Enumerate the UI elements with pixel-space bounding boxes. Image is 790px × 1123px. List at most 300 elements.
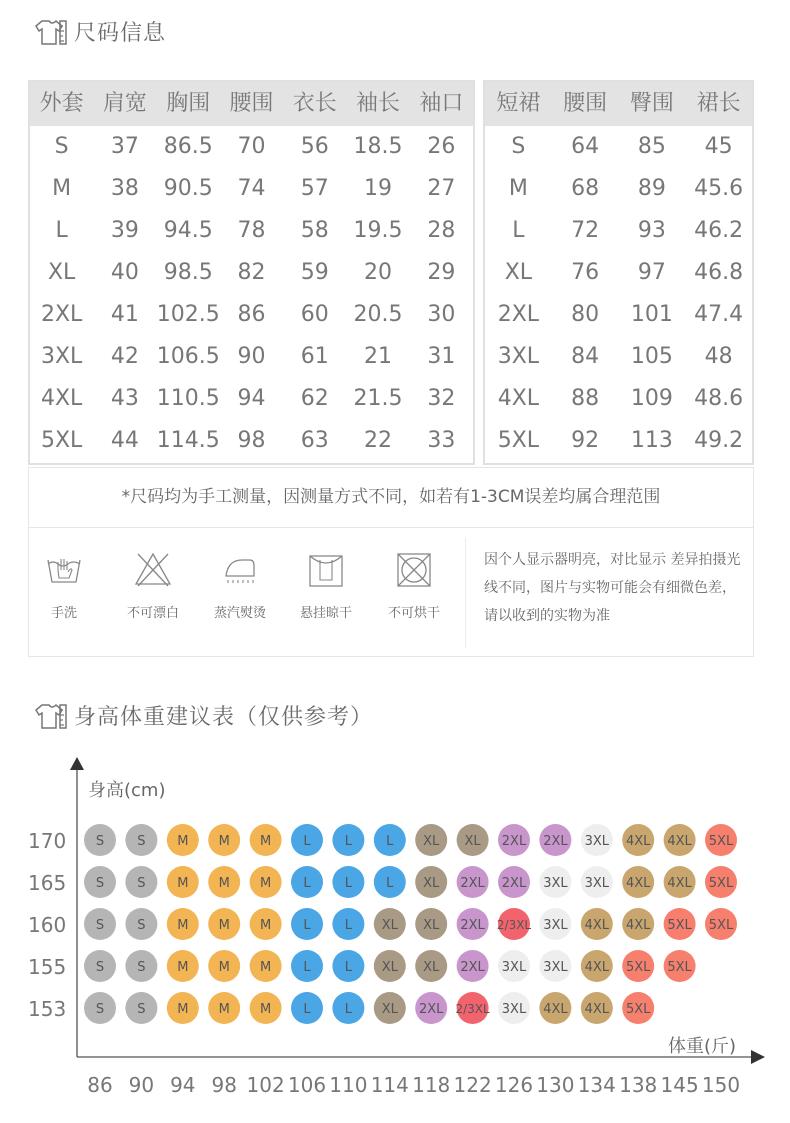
- size-dot-label: 4XL: [584, 918, 610, 933]
- care-item-hang-dry: [281, 550, 371, 621]
- y-tick-label: 153: [28, 997, 67, 1021]
- size-dot-label: 3XL: [584, 834, 610, 849]
- jacket-cell: 19.5: [353, 218, 403, 243]
- size-dot-label: L: [386, 876, 394, 891]
- size-dot: [208, 908, 240, 940]
- jacket-cell: 102.5: [156, 302, 220, 327]
- jacket-cell: 37: [110, 134, 139, 159]
- size-dot: [498, 824, 530, 856]
- size-dot-label: L: [344, 834, 353, 849]
- skirt-cell: 45.6: [694, 176, 744, 201]
- size-dot: [374, 950, 406, 982]
- skirt-cell: 4XL: [497, 386, 540, 411]
- size-dot-label: 5XL: [708, 834, 734, 849]
- jacket-cell: 62: [300, 386, 329, 411]
- jacket-cell: 3XL: [40, 344, 83, 369]
- skirt-cell: 2XL: [497, 302, 540, 327]
- size-dot: [664, 908, 696, 940]
- jacket-cell: 106.5: [156, 344, 220, 369]
- skirt-cell: 3XL: [497, 344, 540, 369]
- size-dot: [664, 950, 696, 982]
- size-dot-label: S: [95, 834, 105, 849]
- size-dot: [291, 908, 323, 940]
- jacket-row: [30, 252, 473, 294]
- no-bleach-icon: [133, 550, 173, 590]
- skirt-cell: S: [511, 134, 526, 159]
- jacket-cell: 28: [427, 218, 456, 243]
- skirt-table-body: [485, 126, 752, 462]
- size-dot: [84, 950, 116, 982]
- size-dot: [539, 908, 571, 940]
- size-dot-label: L: [303, 1002, 311, 1017]
- size-dot-label: 2XL: [543, 834, 568, 849]
- skirt-cell: M: [508, 176, 528, 201]
- size-dot-label: XL: [381, 918, 398, 933]
- size-dot-label: 2/3XL: [455, 1002, 490, 1016]
- size-dot: [291, 992, 323, 1024]
- size-dot-label: 2XL: [418, 1002, 444, 1017]
- size-info-title: [34, 16, 166, 47]
- skirt-row: [485, 336, 752, 378]
- skirt-cell: 105: [630, 344, 673, 369]
- size-dot: [622, 992, 654, 1024]
- size-dot-label: 5XL: [708, 918, 734, 933]
- y-tick-label: 155: [28, 955, 67, 979]
- size-dot: [455, 992, 490, 1024]
- jacket-header-cell: 肩宽: [102, 91, 147, 116]
- size-dot-label: XL: [423, 918, 440, 933]
- size-dot-label: 2XL: [501, 876, 527, 891]
- size-dot-label: XL: [423, 960, 440, 975]
- size-dot-label: M: [218, 834, 230, 849]
- size-dot-label: S: [137, 834, 146, 849]
- jacket-cell: 60: [300, 302, 329, 327]
- jacket-cell: 114.5: [156, 428, 220, 453]
- size-dot-label: M: [259, 960, 272, 975]
- jacket-header-cell: 袖长: [356, 91, 401, 116]
- jacket-cell: 21: [364, 344, 393, 369]
- jacket-cell: 2XL: [40, 302, 83, 327]
- size-dot: [581, 824, 613, 856]
- jacket-cell: 86.5: [163, 134, 213, 159]
- size-dot: [622, 908, 654, 940]
- jacket-cell: 70: [237, 134, 266, 159]
- jacket-header-cell: 胸围: [166, 91, 211, 116]
- skirt-cell: 47.4: [694, 302, 744, 327]
- height-weight-chart: [0, 750, 790, 1123]
- jacket-cell: 63: [300, 428, 329, 453]
- jacket-cell: 31: [427, 344, 456, 369]
- size-dot: [332, 992, 364, 1024]
- size-dot: [581, 908, 613, 940]
- size-dot-label: L: [344, 960, 353, 975]
- skirt-header-cell: 臀围: [629, 91, 674, 116]
- jacket-cell: 26: [427, 134, 456, 159]
- jacket-cell: M: [52, 176, 72, 201]
- y-axis-label: 身高(cm): [88, 780, 166, 801]
- y-tick-label: 165: [28, 871, 67, 895]
- skirt-cell: 76: [571, 260, 600, 285]
- care-label-no-bleach: 不可漂白: [126, 606, 179, 621]
- size-dot: [84, 824, 116, 856]
- skirt-cell: 49.2: [694, 428, 744, 453]
- size-dot: [167, 866, 199, 898]
- recommend-title: [34, 700, 373, 731]
- size-dot: [374, 824, 406, 856]
- size-dot: [457, 950, 489, 982]
- size-dot-label: 2/3XL: [496, 918, 532, 932]
- jacket-row: [30, 168, 473, 210]
- size-dot: [125, 992, 157, 1024]
- size-dot: [374, 866, 406, 898]
- skirt-header-cell: 短裙: [496, 91, 541, 116]
- size-dot-label: L: [344, 1002, 353, 1017]
- size-dot-label: 5XL: [708, 876, 734, 891]
- size-dot-label: M: [259, 1002, 272, 1017]
- size-dot: [581, 950, 613, 982]
- jacket-cell: 59: [300, 260, 329, 285]
- jacket-cell: 32: [427, 386, 456, 411]
- care-item-hand-wash: [19, 550, 109, 621]
- jacket-cell: 27: [427, 176, 456, 201]
- size-dot-label: L: [303, 876, 311, 891]
- skirt-cell: 72: [571, 218, 600, 243]
- size-dot: [332, 866, 364, 898]
- size-dot: [250, 908, 282, 940]
- skirt-cell: 89: [637, 176, 666, 201]
- skirt-cell: 48: [704, 344, 733, 369]
- jacket-cell: 74: [237, 176, 266, 201]
- skirt-row: [485, 378, 752, 420]
- size-dot: [250, 866, 282, 898]
- size-dot-label: 5XL: [667, 918, 692, 933]
- skirt-cell: 88: [571, 386, 600, 411]
- size-dot-label: 5XL: [625, 960, 651, 975]
- size-dot: [581, 866, 613, 898]
- size-dot: [415, 866, 447, 898]
- size-dot: [539, 866, 571, 898]
- size-dot: [539, 950, 571, 982]
- size-dot: [539, 824, 571, 856]
- skirt-cell: 48.6: [694, 386, 744, 411]
- size-dot-label: M: [177, 960, 189, 975]
- size-dot-label: 4XL: [667, 834, 692, 849]
- jacket-cell: S: [54, 134, 69, 159]
- jacket-cell: 39: [110, 218, 139, 243]
- size-dot-label: S: [95, 960, 105, 975]
- size-info-title-text: 尺码信息: [74, 21, 167, 46]
- jacket-cell: 90.5: [163, 176, 213, 201]
- size-dot: [415, 950, 447, 982]
- x-tick-label: 126: [494, 1073, 534, 1097]
- jacket-cell: 44: [110, 428, 139, 453]
- skirt-cell: 85: [637, 134, 666, 159]
- size-dot: [581, 992, 613, 1024]
- x-tick-label: 102: [246, 1073, 285, 1097]
- care-divider: [465, 538, 466, 648]
- skirt-cell: 46.8: [694, 260, 744, 285]
- no-tumble-dry-icon: [394, 550, 434, 590]
- size-dot: [125, 950, 157, 982]
- jacket-cell: 98.5: [163, 260, 213, 285]
- steam-iron-icon: [220, 550, 260, 590]
- size-dot-label: 3XL: [543, 918, 568, 933]
- skirt-cell: 80: [571, 302, 600, 327]
- size-dot-label: S: [137, 918, 146, 933]
- size-dot-label: 4XL: [625, 918, 651, 933]
- jacket-cell: 94: [237, 386, 266, 411]
- skirt-cell: 113: [630, 428, 673, 453]
- size-dot: [250, 950, 282, 982]
- size-dot-label: L: [344, 918, 353, 933]
- size-dot: [125, 908, 157, 940]
- size-dot-label: L: [303, 918, 311, 933]
- jacket-header-cell: 外套: [39, 91, 84, 116]
- size-dot-label: XL: [381, 960, 398, 975]
- size-dot-label: S: [95, 876, 105, 891]
- size-dot: [705, 824, 737, 856]
- jacket-cell: 41: [110, 302, 139, 327]
- size-dot: [498, 992, 530, 1024]
- size-dot: [250, 824, 282, 856]
- care-label-steam-iron: 蒸汽熨烫: [213, 606, 266, 621]
- size-dot-label: XL: [381, 1002, 398, 1017]
- size-dot: [291, 950, 323, 982]
- jacket-header-cell: 衣长: [292, 91, 337, 116]
- x-tick-label: 138: [619, 1073, 658, 1097]
- care-item-steam-iron: [195, 550, 285, 621]
- size-dot-label: M: [218, 960, 230, 975]
- jacket-cell: 98: [237, 428, 266, 453]
- size-dot-label: 4XL: [584, 960, 610, 975]
- skirt-cell: 64: [571, 134, 600, 159]
- size-dot-label: 2XL: [460, 960, 485, 975]
- size-dot: [167, 992, 199, 1024]
- skirt-cell: 68: [571, 176, 600, 201]
- x-tick-label: 98: [211, 1073, 237, 1097]
- skirt-row: [485, 126, 752, 168]
- size-dot: [622, 866, 654, 898]
- x-tick-label: 110: [329, 1073, 368, 1097]
- x-tick-label: 150: [701, 1073, 741, 1097]
- x-tick-label: 114: [370, 1073, 409, 1097]
- size-dot-label: S: [95, 918, 105, 933]
- size-dot: [622, 824, 654, 856]
- size-dot: [250, 992, 282, 1024]
- x-tick-label: 122: [453, 1073, 492, 1097]
- size-dot: [332, 950, 364, 982]
- size-dot: [457, 824, 489, 856]
- size-dot-label: M: [177, 834, 189, 849]
- x-tick-label: 94: [170, 1073, 196, 1097]
- size-dot-label: 3XL: [584, 876, 610, 891]
- x-axis-arrow-icon: [751, 1050, 765, 1064]
- size-dot: [208, 950, 240, 982]
- x-tick-label: 145: [660, 1073, 699, 1097]
- skirt-cell: 109: [630, 386, 673, 411]
- size-dot: [457, 908, 489, 940]
- size-dot: [457, 866, 489, 898]
- size-dot: [374, 908, 406, 940]
- size-dot-label: 5XL: [625, 1002, 651, 1017]
- size-dot: [167, 950, 199, 982]
- size-dot: [664, 866, 696, 898]
- size-dot-label: 4XL: [625, 876, 651, 891]
- jacket-header-cell: 腰围: [229, 91, 274, 116]
- size-dot-label: M: [259, 876, 272, 891]
- size-dot-label: L: [386, 834, 394, 849]
- skirt-header-cell: 裙长: [696, 91, 741, 116]
- x-tick-label: 134: [577, 1073, 616, 1097]
- jacket-cell: 38: [110, 176, 139, 201]
- jacket-cell: 22: [364, 428, 393, 453]
- size-dot-label: M: [177, 1002, 189, 1017]
- jacket-row: [30, 126, 473, 168]
- size-dot: [208, 992, 240, 1024]
- jacket-cell: 20.5: [353, 302, 403, 327]
- jacket-header-cell: 袖口: [419, 91, 464, 116]
- skirt-header-cell: 腰围: [563, 91, 608, 116]
- size-dot-label: 4XL: [584, 1002, 610, 1017]
- jacket-cell: 5XL: [40, 428, 83, 453]
- size-dot: [208, 866, 240, 898]
- size-dot-label: 4XL: [543, 1002, 568, 1017]
- skirt-cell: 5XL: [497, 428, 540, 453]
- jacket-row: [30, 378, 473, 420]
- size-dot-label: S: [137, 1002, 146, 1017]
- color-difference-note: 因个人显示器明亮，对比显示 差异拍摄光线不同，图片与实物可能会有细微色差，请以收到的实物为准: [484, 552, 741, 624]
- skirt-row: [485, 210, 752, 252]
- size-dot: [705, 866, 737, 898]
- size-dot-label: M: [218, 918, 230, 933]
- hand-wash-icon: [44, 550, 84, 590]
- size-dot-label: 2XL: [501, 834, 527, 849]
- jacket-cell: 40: [110, 260, 139, 285]
- skirt-row: [485, 294, 752, 336]
- skirt-cell: 84: [571, 344, 600, 369]
- jacket-cell: 61: [300, 344, 329, 369]
- size-dot: [291, 824, 323, 856]
- jacket-cell: 29: [427, 260, 456, 285]
- size-dot-label: M: [259, 918, 272, 933]
- care-instructions: [28, 527, 754, 657]
- jacket-cell: L: [55, 218, 68, 243]
- jacket-cell: 19: [364, 176, 393, 201]
- size-dot: [84, 992, 116, 1024]
- jacket-cell: 58: [300, 218, 329, 243]
- size-dot-label: XL: [423, 876, 440, 891]
- size-dot: [332, 824, 364, 856]
- jacket-cell: 110.5: [156, 386, 220, 411]
- jacket-cell: 30: [427, 302, 456, 327]
- size-dot: [539, 992, 571, 1024]
- x-tick-label: 106: [287, 1073, 327, 1097]
- x-tick-label: 130: [536, 1073, 575, 1097]
- size-dot-label: 2XL: [460, 876, 485, 891]
- skirt-cell: 101: [630, 302, 673, 327]
- size-dot-label: 4XL: [625, 834, 651, 849]
- size-dot-label: M: [259, 834, 272, 849]
- skirt-cell: 46.2: [694, 218, 744, 243]
- jacket-row: [30, 420, 473, 462]
- size-dot: [497, 908, 532, 940]
- size-dot: [415, 908, 447, 940]
- measurement-note: *尺码均为手工测量，因测量方式不同，如若有1-3CM误差均属合理范围: [28, 467, 754, 528]
- size-dot-label: XL: [464, 834, 481, 849]
- jacket-cell: 43: [110, 386, 139, 411]
- skirt-cell: 93: [637, 218, 666, 243]
- jacket-row: [30, 210, 473, 252]
- jacket-cell: 4XL: [40, 386, 83, 411]
- size-dot-label: M: [177, 876, 189, 891]
- jacket-cell: 33: [427, 428, 456, 453]
- y-axis-arrow-icon: [70, 757, 84, 770]
- size-dot-label: 4XL: [667, 876, 692, 891]
- care-label-no-tumble-dry: 不可烘干: [387, 606, 440, 621]
- skirt-row: [485, 252, 752, 294]
- size-dot-label: M: [177, 918, 189, 933]
- size-dot: [415, 992, 447, 1024]
- jacket-cell: 90: [237, 344, 266, 369]
- size-dot: [374, 992, 406, 1024]
- size-dot-label: 3XL: [543, 960, 568, 975]
- size-dot: [664, 824, 696, 856]
- skirt-cell: 92: [571, 428, 600, 453]
- jacket-row: [30, 336, 473, 378]
- size-dot-label: M: [218, 876, 230, 891]
- jacket-cell: 42: [110, 344, 139, 369]
- size-dot-label: 3XL: [501, 1002, 527, 1017]
- size-dot-label: 3XL: [501, 960, 527, 975]
- skirt-cell: XL: [504, 260, 533, 285]
- jacket-cell: 86: [237, 302, 266, 327]
- hang-dry-icon: [306, 550, 346, 590]
- x-tick-label: 118: [412, 1073, 451, 1097]
- size-dot: [498, 866, 530, 898]
- jacket-table-body: [30, 126, 473, 462]
- skirt-row: [485, 420, 752, 462]
- y-tick-label: 160: [28, 913, 67, 937]
- size-dot: [415, 824, 447, 856]
- size-dot: [125, 866, 157, 898]
- size-dot: [332, 908, 364, 940]
- size-dot: [167, 824, 199, 856]
- jacket-row: [30, 294, 473, 336]
- jacket-size-table: [28, 80, 475, 465]
- size-dot-label: S: [137, 960, 146, 975]
- jacket-cell: 82: [237, 260, 266, 285]
- y-tick-label: 170: [28, 829, 67, 853]
- size-dot-label: 3XL: [543, 876, 568, 891]
- jacket-cell: 94.5: [163, 218, 213, 243]
- size-dot-label: XL: [423, 834, 440, 849]
- skirt-table-header: [485, 82, 752, 126]
- shirt-ruler-icon: [34, 702, 68, 730]
- x-axis-label: 体重(斤): [668, 1036, 737, 1057]
- size-dot-label: L: [344, 876, 353, 891]
- size-dot: [125, 824, 157, 856]
- skirt-size-table: [483, 80, 754, 465]
- jacket-cell: 57: [300, 176, 329, 201]
- size-dot-label: L: [303, 960, 311, 975]
- care-label-hand-wash: 手洗: [50, 606, 77, 621]
- jacket-cell: XL: [47, 260, 76, 285]
- size-dot-label: S: [137, 876, 146, 891]
- shirt-ruler-icon: [34, 18, 68, 46]
- jacket-cell: 18.5: [353, 134, 403, 159]
- x-tick-label: 90: [128, 1073, 155, 1097]
- size-dot-label: M: [218, 1002, 230, 1017]
